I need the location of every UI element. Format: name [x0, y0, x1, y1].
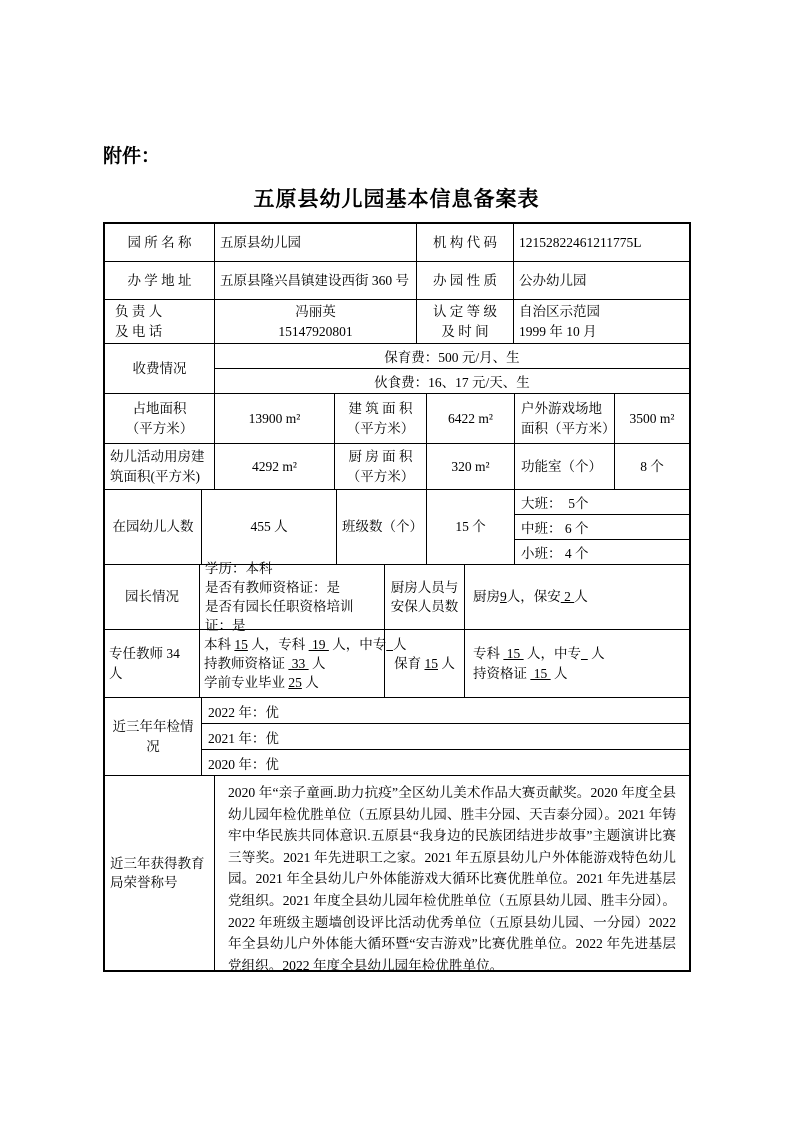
activity-area-label-line1: 幼儿活动用房建 — [110, 449, 205, 465]
teacher-qual-line1: 本科 15 人，专科 19 人，中专 人 — [204, 636, 407, 652]
grade-label-line2: 及 时 间 — [441, 323, 489, 339]
class-count-value: 15 个 — [427, 490, 515, 564]
table-row — [105, 490, 689, 565]
table-row — [105, 262, 689, 300]
type-label: 办 园 性 质 — [417, 262, 514, 299]
table-row — [105, 300, 689, 344]
function-rooms-value: 8 个 — [640, 458, 664, 474]
fees-label: 收费情况 — [105, 344, 215, 393]
principal-label-line1: 负 责 人 — [115, 304, 163, 320]
enrollment-label: 在园幼儿人数 — [105, 490, 202, 564]
class-breakdown — [515, 490, 689, 564]
principal-teacher-cert: 是否有教师资格证：是 — [205, 579, 340, 595]
principal-contact — [215, 300, 417, 343]
kitchen-area-label — [335, 444, 427, 489]
class-count-label: 班级数（个） — [337, 490, 427, 564]
kitchen-area-label-line2: （平方米） — [346, 468, 415, 484]
fee-meal: 伙食费：16、17 元/天、生 — [374, 375, 530, 390]
activity-area-label — [105, 444, 215, 489]
outdoor-area-label-line1: 户外游戏场地 — [521, 401, 602, 417]
honors-label — [105, 776, 215, 970]
class-senior: 大班： 5个 — [515, 490, 689, 515]
building-area-value: 6422 m² — [427, 394, 515, 443]
building-area-label-line1: 建 筑 面 积 — [348, 401, 413, 417]
outdoor-area-label-line2: 面积（平方米） — [521, 420, 616, 436]
land-area-label — [105, 394, 215, 443]
grade-name: 自治区示范园 — [519, 304, 600, 320]
teachers-label: 专任教师 34 人 — [105, 630, 200, 697]
honors-cell — [215, 776, 689, 973]
table-row — [105, 444, 689, 490]
table-row — [105, 344, 689, 394]
principal-phone: 15147920801 — [278, 323, 353, 339]
class-middle: 中班： 6 个 — [515, 515, 689, 540]
table-row — [105, 630, 689, 698]
page-title: 五原县幼儿园基本信息备案表 — [253, 187, 540, 211]
teacher-qualifications — [200, 630, 407, 697]
principal-label — [105, 300, 215, 343]
grade-label-line1: 认 定 等 级 — [432, 304, 498, 320]
principal-info-label: 园长情况 — [105, 565, 200, 629]
honors-label-line1: 近三年获得教育 — [110, 855, 205, 871]
fee-care: 保育费：500 元/月、生 — [215, 344, 689, 369]
table-row — [105, 224, 689, 262]
class-junior: 小班： 4 个 — [521, 546, 589, 561]
fees-values — [215, 344, 689, 393]
facility-name-value: 五原县幼儿园 — [215, 224, 417, 261]
land-area-label-line1: 占地面积 — [132, 401, 187, 417]
info-table — [103, 222, 691, 972]
enrollment-value: 455 人 — [202, 490, 337, 564]
principal-info-lines — [200, 560, 385, 634]
inspection-label: 近三年年检情况 — [105, 698, 202, 775]
principal-post-cert: 是否有园长任职资格培训证：是 — [205, 599, 354, 634]
type-value: 公办幼儿园 — [519, 272, 587, 288]
principal-education: 学历：本科 — [205, 560, 273, 576]
outdoor-area-label — [515, 394, 615, 443]
teacher-qual-line3: 学前专业毕业 25 人 — [204, 675, 319, 691]
grade-value — [514, 300, 689, 343]
kitchen-area-value: 320 m² — [427, 444, 515, 489]
kitchen-area-label-line1: 厨 房 面 积 — [348, 449, 413, 465]
org-code-value: 12152822461211775L — [519, 234, 642, 250]
land-area-label-line2: （平方米） — [125, 420, 194, 436]
function-rooms-label: 功能室（个） — [515, 444, 615, 489]
principal-name: 冯丽英 — [295, 304, 336, 320]
building-area-label-line2: （平方米） — [346, 420, 415, 436]
assistant-qualifications — [465, 630, 689, 697]
facility-name-label: 园 所 名 称 — [105, 224, 215, 261]
activity-area-value: 4292 m² — [215, 444, 335, 489]
inspection-2020: 2020 年：优 — [208, 756, 279, 772]
org-code-label: 机 构 代 码 — [417, 224, 514, 261]
land-area-value: 13900 m² — [215, 394, 335, 443]
honors-label-line2: 局荣誉称号 — [110, 875, 178, 890]
assistant-qual-line2: 持资格证 15 人 — [473, 665, 568, 681]
grade-date: 1999 年 10 月 — [519, 323, 597, 339]
staff-count-label — [385, 565, 465, 629]
attachment-label: 附件： — [103, 146, 161, 167]
table-row — [105, 698, 689, 776]
activity-area-label-line2: 筑面积(平方米) — [110, 468, 200, 484]
table-row — [105, 776, 689, 973]
address-value: 五原县隆兴昌镇建设西街 360 号 — [215, 262, 417, 299]
outdoor-area-value: 3500 m² — [629, 410, 675, 426]
table-row — [105, 394, 689, 444]
address-label: 办 学 地 址 — [105, 262, 215, 299]
table-row — [105, 560, 689, 634]
staff-count-text: 厨房9人，保安 2 人 — [473, 589, 588, 605]
staff-count-label-line2: 安保人员数 — [390, 599, 459, 614]
inspection-2022: 2022 年：优 — [202, 698, 689, 724]
principal-label-line2: 及 电 话 — [115, 323, 163, 339]
staff-count-value — [465, 565, 689, 629]
nursing-staff — [385, 630, 465, 697]
inspection-2021: 2021 年：优 — [202, 724, 689, 750]
inspection-values — [202, 698, 689, 775]
staff-count-label-line1: 厨房人员与 — [390, 579, 459, 595]
teacher-qual-line2: 持教师资格证 33 人 — [204, 655, 326, 671]
building-area-label — [335, 394, 427, 443]
nursing-staff-text: 保育 15 人 — [394, 655, 455, 671]
assistant-qual-line1: 专科 15 人，中专 人 — [473, 646, 605, 662]
grade-label — [417, 300, 514, 343]
honors-text: 2020 年“亲子童画.助力抗疫”全区幼儿美术作品大赛贡献奖。2020 年度全县幼儿园年检优胜单位（五原县幼儿园、胜丰分园、天吉泰分园）。2021 年铸牢中华民族共同体意识.五原县“我身边的民族团结进步故事”主题演讲比赛三等奖。2021 年先进职工之家。2021 年五原县幼儿户外体能游戏特色幼儿园。2021 年全县幼儿户外体能游戏大循环比赛优胜单位。2021 年先进基层党组织。2021 年度全县幼儿园年检优胜单位（五原县幼儿园、胜丰分园）。2022 年班级主题墙创设评比活动优秀单位（五原县幼儿园、一分园）2022 年全县幼儿户外体能大循环暨“安吉游戏”比赛优胜单位。2022 年先进基层党组织。2022 年度全县幼儿园年检优胜单位。 — [228, 785, 676, 973]
